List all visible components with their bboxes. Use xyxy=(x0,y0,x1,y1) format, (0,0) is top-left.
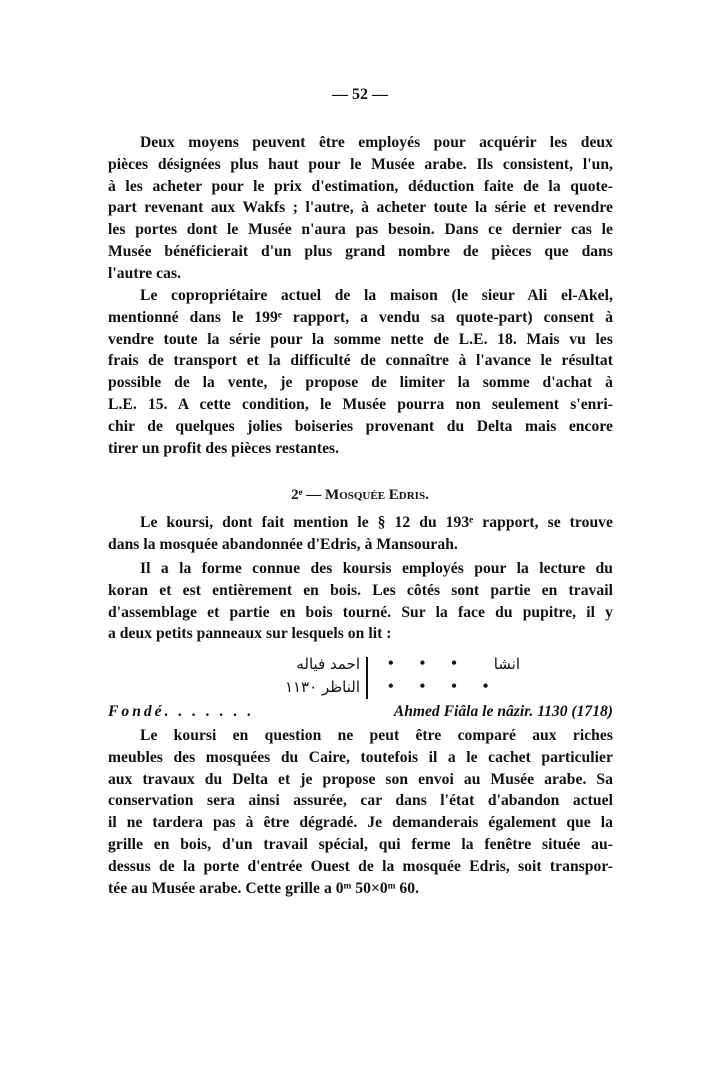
paragraph-2 xyxy=(108,285,613,459)
text-line: mentionné dans le 199ᵉ rapport, a vendu sa quote-part) consent à xyxy=(108,308,613,326)
section-heading: 2ᵉ — Mosquée Edris. xyxy=(291,487,429,503)
inscription-dots-1: • • • xyxy=(388,655,457,672)
text-line: possible de la vente, je propose de limiter la somme d'achat à xyxy=(108,374,613,392)
text-line: frais de transport et la difficulté de connaître à l'avance le résultat xyxy=(108,352,613,370)
text-line: d'assemblage et partie en bois tourné. Sur la face du pupitre, il y xyxy=(108,603,613,621)
text-line: grille en bois, d'un travail spécial, qui ferme la fenêtre située au- xyxy=(108,835,613,853)
text-line: l'autre cas. xyxy=(108,264,182,282)
text-line: Il a la forme connue des koursis employés pour la lecture du xyxy=(140,560,613,577)
text-line: aux travaux du Delta et je propose son envoi au Musée arabe. Sa xyxy=(108,770,613,788)
text-line: dans la mosquée abandonnée d'Edris, à Mansourah. xyxy=(108,535,458,553)
inscription-dots-2: • • • • xyxy=(388,678,489,695)
translation-left: Fondé. . . . . . . xyxy=(108,703,255,720)
text-line: il ne tardera pas à être dégradé. Je demanderais également que la xyxy=(108,814,613,832)
text-line: dessus de la porte d'entrée Ouest de la mosquée Edris, soit transpor- xyxy=(108,857,613,875)
text-line: L.E. 15. A cette condition, le Musée pourra non seulement s'enri- xyxy=(108,395,613,413)
text-line: a deux petits panneaux sur lesquels on lit : xyxy=(108,625,392,643)
text-line: Musée bénéficierait d'un plus grand nombre de pièces que dans xyxy=(108,242,613,260)
inscription-translation xyxy=(108,701,613,723)
text-line: koran et est entièrement en bois. Les côtés sont partie en travail xyxy=(108,581,613,599)
inscription-left-line-1: احمد فياله xyxy=(296,655,360,673)
paragraph-5 xyxy=(108,725,613,899)
text-line: pièces désignées plus haut pour le Musée arabe. Ils consistent, l'un, xyxy=(108,155,613,173)
text-line: Deux moyens peuvent être employés pour acquérir les deux xyxy=(140,134,613,151)
text-line: chir de quelques jolies boiseries provenant du Delta mais encore xyxy=(108,417,613,435)
text-line: tée au Musée arabe. Cette grille a 0ᵐ 50×0ᵐ 60. xyxy=(108,879,420,897)
text-line: meubles des mosquées du Caire, toutefois il a le cachet particulier xyxy=(108,748,613,766)
text-line: vendre toute la série pour la somme nette de L.E. 18. Mais vu les xyxy=(108,330,613,348)
arabic-inscription xyxy=(250,655,540,701)
text-line: part revenant aux Wakfs ; l'autre, à acheter toute la série et revendre xyxy=(108,199,613,217)
text-line: conservation sera ainsi assurée, car dans l'état d'abandon actuel xyxy=(108,792,613,810)
text-line: Le koursi, dont fait mention le § 12 du 193ᵉ rapport, se trouve xyxy=(140,514,613,531)
inscription-left-line-2: الناظر ١١٣٠ xyxy=(284,678,360,696)
text-line: Le koursi en question ne peut être comparé aux riches xyxy=(140,727,613,744)
inscription-right-line-1: انشا xyxy=(493,655,520,673)
inscription-divider xyxy=(366,657,368,699)
text-line: Le copropriétaire actuel de la maison (le sieur Ali el-Akel, xyxy=(140,287,613,304)
paragraph-4 xyxy=(108,558,613,645)
translation-right: Ahmed Fiâla le nâzir. 1130 (1718) xyxy=(393,703,613,720)
text-line: les portes dont le Musée n'aura pas besoin. Dans ce dernier cas le xyxy=(108,221,613,239)
paragraph-1 xyxy=(108,132,613,285)
paragraph-3 xyxy=(108,512,613,556)
text-line: à les acheter pour le prix d'estimation, déduction faite de la quote- xyxy=(108,177,613,195)
text-line: tirer un profit des pièces restantes. xyxy=(108,439,340,457)
page-number: — 52 — xyxy=(332,86,388,103)
